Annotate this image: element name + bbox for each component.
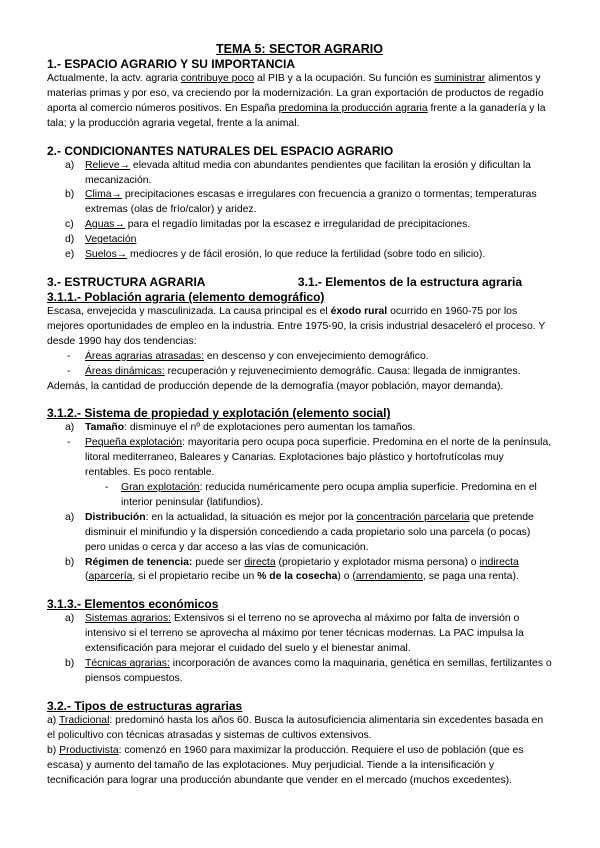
list-item: b) Régimen de tenencia: puede ser directa (propietario y explotador misma persona) o indirecta (aparcería, si el propietario recibe un % de la cosecha) o (arrendamiento, se paga una renta). bbox=[65, 556, 519, 583]
list-item: a) Tradicional: predominó hasta los años 60. Busca la autosuficiencia alimentaria sin excedentes basada en el policultivo con técnicas atrasadas y sistemas de cultivos extensivos. bbox=[47, 714, 544, 741]
list-item: b) Productivista: comenzó en 1960 para maximizar la producción. Requiere el uso de población (que es escasa) y aumento del tamaño de las explotaciones. Muy perjudicial. Tiende a la intensificación y tecnificación para lograr una producción abundante que vender en el mercado (muchos excedentes). bbox=[47, 744, 524, 786]
list-item: a) Sistemas agrarios: Extensivos si el terreno no se aprovecha al máximo por falta de inversión o intensivo si el terreno se aprovecha al máximo por tener técnicas modernas. La PAC impulsa la extensificación para mejorar el cuidado del suelo y el bienestar animal. bbox=[65, 613, 524, 655]
list-item: - Áreas dinámicas: recuperación y rejuvenecimiento demográfic. Causa: llegada de inmigrantes. bbox=[67, 365, 521, 377]
section-3-heading-row bbox=[47, 275, 552, 290]
list-item: - Pequeña explotación: mayoritaria pero ocupa poca superficie. Predomina en el norte de la península, litoral mediterraneo, Baleares y Canarias. Explotaciones bajo plástico y hortofrutícolas muy rentables. Es poco rentable. bbox=[67, 437, 552, 479]
section-1-paragraph: Actualmente, la actv. agraria contribuye poco al PIB y a la ocupación. Su función es suministrar alimentos y materias primas y por eso, va creciendo por la modernización. La gran exportación de productos de regadío aporta al comercio números positivos. En España predomina la producción agraria frente a la ganadería y la tala; y la producción agraria vegetal, frente a la animal. bbox=[47, 73, 546, 129]
list-item: d) Vegetación bbox=[65, 234, 137, 246]
list-item: b) Técnicas agrarias: incorporación de avances como la maquinaria, genética en semillas, fertilizantes o piensos compuestos. bbox=[65, 658, 552, 684]
section-3-heading: 3.- ESTRUCTURA AGRARIA bbox=[47, 274, 206, 289]
document-page bbox=[47, 42, 552, 788]
conditions-list bbox=[47, 159, 552, 263]
trends-list bbox=[47, 350, 552, 380]
list-item: a) Tamaño: disminuye el nº de explotaciones pero aumentan los tamaños. bbox=[65, 422, 416, 434]
section-3-2-heading: 3.2.- Tipos de estructuras agrarias bbox=[47, 698, 243, 713]
list-item: c) Aguas→ para el regadío limitadas por la escasez e irregularidad de precipitaciones. bbox=[65, 219, 471, 231]
list-item: a) Relieve→ elevada altitud media con abundantes pendientes que facilitan la erosión y dificultan la mecanización. bbox=[65, 159, 531, 186]
document-title: TEMA 5: SECTOR AGRARIO bbox=[216, 42, 383, 56]
section-3-1-3-heading: 3.1.3.- Elementos económicos bbox=[47, 597, 219, 612]
list-item: - Gran explotación: reducida numéricamente pero ocupa amplia superficie. Predomina en el interior peninsular (latifundios). bbox=[105, 482, 537, 508]
list-item: - Áreas agrarias atrasadas: en descenso y con envejecimiento demográfico. bbox=[67, 350, 429, 362]
section-3-1-1-heading: 3.1.1.- Población agraria (elemento demográfico) bbox=[47, 289, 325, 304]
section-3-1-1-paragraph-2: Además, la cantidad de producción depende de la demografía (mayor población, mayor demanda). bbox=[47, 380, 504, 392]
section-2-heading: 2.- CONDICIONANTES NATURALES DEL ESPACIO AGRARIO bbox=[47, 143, 394, 158]
list-item: a) Distribución: en la actualidad, la situación es mejor por la concentración parcelaria que pretende disminuir el minifundio y la dispersión concediendo a cada propietario solo una parcela (o pocas) pero unidas o cerca y dar acceso a las vías de comunicación. bbox=[65, 511, 534, 553]
section-3-1-1-paragraph: Escasa, envejecida y masculinizada. La causa principal es el éxodo rural ocurrido en 1960-75 por los mejores oportunidades de empleo en la industria. Entre 1975-90, la crisis industrial desaceleró el proceso. Y desde 1990 hay dos tendencias: bbox=[47, 305, 546, 347]
list-item: b) Clima→ precipitaciones escasas e irregulares con frecuencia a granizo o tormentas; temperaturas extremas (olas de frío/calor) y aridez. bbox=[65, 189, 537, 216]
section-1-heading: 1.- ESPACIO AGRARIO Y SU IMPORTANCIA bbox=[47, 57, 296, 71]
list-item: e) Suelos→ mediocres y de fácil erosión, lo que reduce la fertilidad (sobre todo en silicio). bbox=[65, 249, 486, 261]
section-3-1-2-heading: 3.1.2.- Sistema de propiedad y explotación (elemento social) bbox=[47, 406, 391, 421]
section-3-1-heading: 3.1.- Elementos de la estructura agraria bbox=[297, 274, 522, 289]
